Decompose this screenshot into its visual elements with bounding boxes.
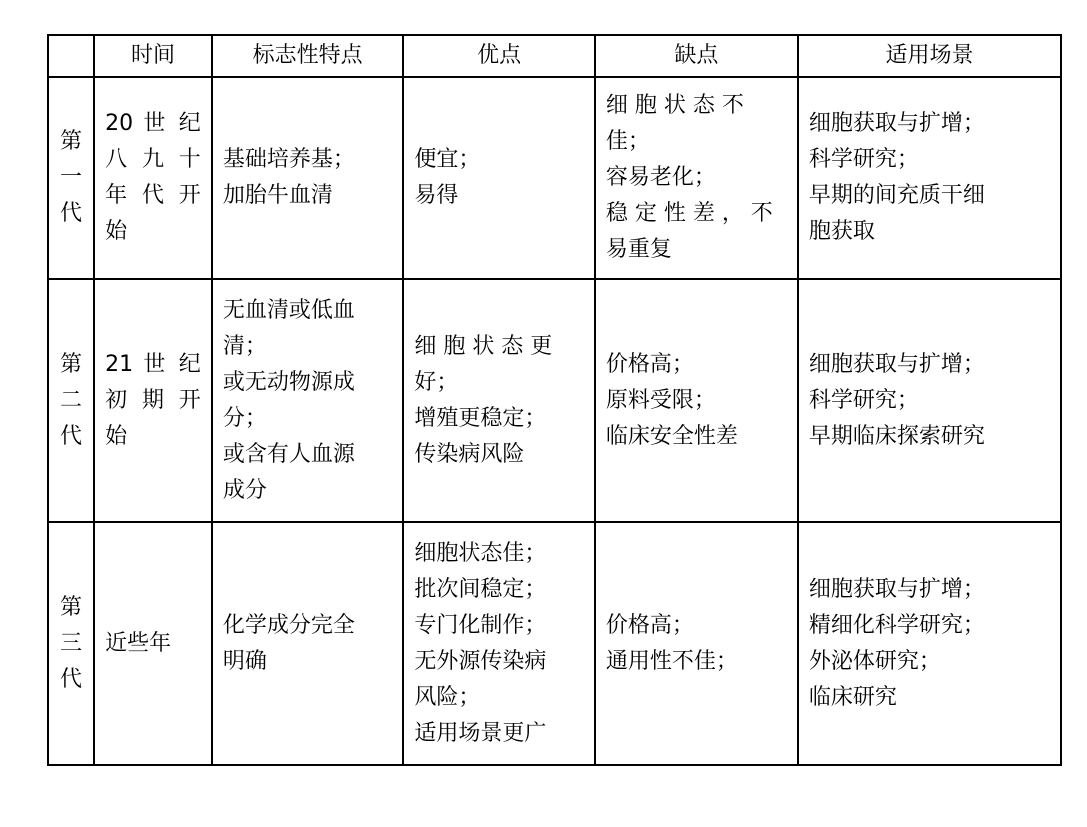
disadvantage-line: 原料受限； — [605, 387, 716, 413]
table-row-generation-2 — [48, 279, 1061, 522]
time-line: 21 世 纪 — [105, 351, 201, 377]
disadvantage-line: 通用性不佳； — [605, 648, 738, 674]
advantages-cell — [403, 279, 595, 522]
advantage-line: 批次间稳定； — [414, 576, 547, 602]
advantage-line: 适用场景更广 — [414, 720, 547, 746]
header-row — [48, 35, 1061, 77]
advantage-line: 细 胞 状 态 更 — [414, 333, 553, 359]
disadvantage-line: 容易老化； — [605, 165, 716, 190]
time-line: 20 世 纪 — [105, 111, 201, 136]
advantage-line: 细胞状态佳； — [414, 540, 547, 566]
header-features: 标志性特点 — [212, 35, 404, 77]
generation-cell — [48, 77, 94, 279]
feature-line: 或无动物源成 — [222, 369, 355, 395]
feature-line: 化学成分完全 — [222, 612, 355, 638]
features-cell — [212, 279, 404, 522]
application-line: 细胞获取与扩增； — [808, 576, 985, 602]
header-time: 时间 — [94, 35, 212, 77]
advantage-line: 风险； — [414, 684, 481, 710]
applications-cell — [798, 279, 1061, 522]
advantage-line: 好； — [414, 369, 459, 395]
application-line: 细胞获取与扩增； — [808, 111, 985, 136]
time-line: 近些年 — [105, 630, 172, 656]
generation-label: 第一代 — [60, 129, 83, 226]
disadvantage-line: 价格高； — [605, 612, 694, 638]
generation-label: 第三代 — [60, 594, 83, 692]
disadvantages-cell — [595, 77, 798, 279]
time-line: 年 代 开 — [105, 183, 201, 208]
header-generation — [48, 35, 94, 77]
advantages-cell — [403, 522, 595, 765]
table-row-generation-3 — [48, 522, 1061, 765]
application-line: 胞获取 — [808, 219, 875, 244]
disadvantages-cell — [595, 522, 798, 765]
time-cell — [94, 522, 212, 765]
feature-line: 成分 — [222, 477, 267, 503]
disadvantage-line: 佳； — [605, 129, 650, 154]
disadvantage-line: 易重复 — [605, 237, 672, 262]
features-cell — [212, 77, 404, 279]
disadvantage-line: 细 胞 状 态 不 — [605, 93, 744, 118]
application-line: 临床研究 — [808, 684, 897, 710]
disadvantage-line: 价格高； — [605, 351, 694, 377]
header-disadvantages: 缺点 — [595, 35, 798, 77]
header-advantages: 优点 — [403, 35, 595, 77]
features-cell — [212, 522, 404, 765]
time-line: 八 九 十 — [105, 147, 201, 172]
time-line: 始 — [105, 219, 128, 244]
feature-line: 加胎牛血清 — [222, 183, 333, 208]
advantage-line: 无外源传染病 — [414, 648, 547, 674]
generation-cell — [48, 279, 94, 522]
disadvantage-line: 临床安全性差 — [605, 423, 738, 449]
advantage-line: 专门化制作； — [414, 612, 547, 638]
advantage-line: 便宜； — [414, 147, 481, 172]
generation-cell — [48, 522, 94, 765]
applications-cell — [798, 77, 1061, 279]
table-row-generation-1 — [48, 77, 1061, 279]
application-line: 科学研究； — [808, 387, 919, 413]
application-line: 细胞获取与扩增； — [808, 351, 985, 377]
feature-line: 基础培养基； — [222, 147, 355, 172]
time-line: 始 — [105, 423, 128, 449]
disadvantages-cell — [595, 279, 798, 522]
advantage-line: 传染病风险 — [414, 441, 525, 467]
generation-label: 第二代 — [60, 351, 83, 449]
feature-line: 明确 — [222, 648, 267, 674]
comparison-table-wrapper — [47, 34, 1062, 766]
disadvantage-line: 稳 定 性 差 ， 不 — [605, 201, 773, 226]
application-line: 科学研究； — [808, 147, 919, 172]
feature-line: 或含有人血源 — [222, 441, 355, 467]
feature-line: 无血清或低血 — [222, 297, 355, 323]
time-cell — [94, 77, 212, 279]
advantage-line: 易得 — [414, 183, 459, 208]
feature-line: 清； — [222, 333, 267, 359]
application-line: 外泌体研究； — [808, 648, 941, 674]
advantage-line: 增殖更稳定； — [414, 405, 547, 431]
advantages-cell — [403, 77, 595, 279]
culture-medium-comparison-table — [47, 34, 1062, 766]
application-line: 精细化科学研究； — [808, 612, 985, 638]
header-applications: 适用场景 — [798, 35, 1061, 77]
application-line: 早期临床探索研究 — [808, 423, 985, 449]
applications-cell — [798, 522, 1061, 765]
time-cell — [94, 279, 212, 522]
time-line: 初 期 开 — [105, 387, 201, 413]
application-line: 早期的间充质干细 — [808, 183, 985, 208]
feature-line: 分； — [222, 405, 267, 431]
